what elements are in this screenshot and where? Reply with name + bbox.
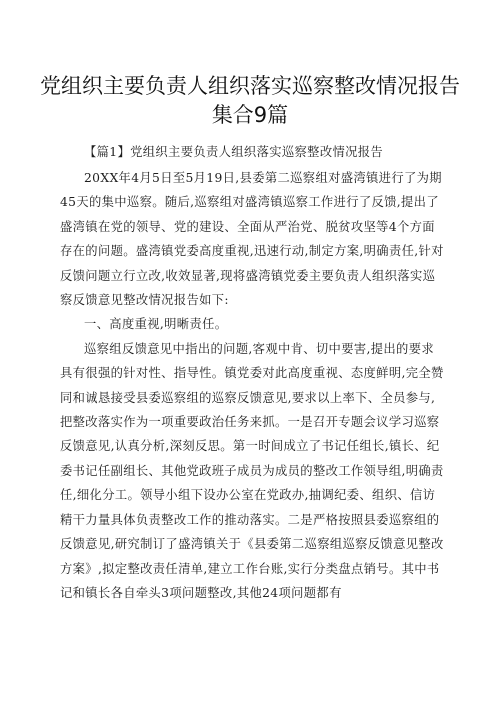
document-body	[60, 142, 444, 605]
paragraph-body: 巡察组反馈意见中指出的问题,客观中肯、切中要害,提出的要求具有很强的针对性、指导性。镇党委对此高度重视、态度鲜明,完全赞同和诚恳接受县委巡察组的巡察反馈意见,要求以上率下、全员参与,把整改落实作为一项重要政治任务来抓。一是召开专题会议学习巡察反馈意见,认真分析,深刻反思。第一时间成立了书记任组长,镇长、纪委书记任副组长、其他党政班子成员为成员的整改工作领导组,明确责任,细化分工。领导小组下设办公室在党政办,抽调纪委、组织、信访精干力量具体负责整改工作的推动落实。二是严格按照县委巡察组的反馈意见,研究制订了盛湾镇关于《县委第二巡察组巡察反馈意见整改方案》,拟定整改责任清单,建立工作台账,实行分类盘点销号。其中书记和镇长各自牵头3项问题整改,其他24项问题都有	[60, 341, 444, 600]
section-heading: 一、高度重视,明晰责任。	[84, 317, 228, 332]
paragraph-intro: 20XX年4月5日至5月19日,县委第二巡察组对盛湾镇进行了为期45天的集中巡察。随后,巡察组对盛湾镇巡察工作进行了反馈,提出了盛湾镇在党的领导、党的建设、全面从严治党、脱贫攻坚等4个方面存在的问题。盛湾镇党委高度重视,迅速行动,制定方案,明确责任,针对反馈问题立行立改,收效显著,现将盛湾镇党委主要负责人组织落实巡察反馈意见整改情况报告如下:	[60, 171, 444, 308]
document-title: 党组织主要负责人组织落实巡察整改情况报告集合9篇	[40, 74, 460, 127]
section-subtitle: 【篇1】党组织主要负责人组织落实巡察整改情况报告	[84, 145, 384, 159]
